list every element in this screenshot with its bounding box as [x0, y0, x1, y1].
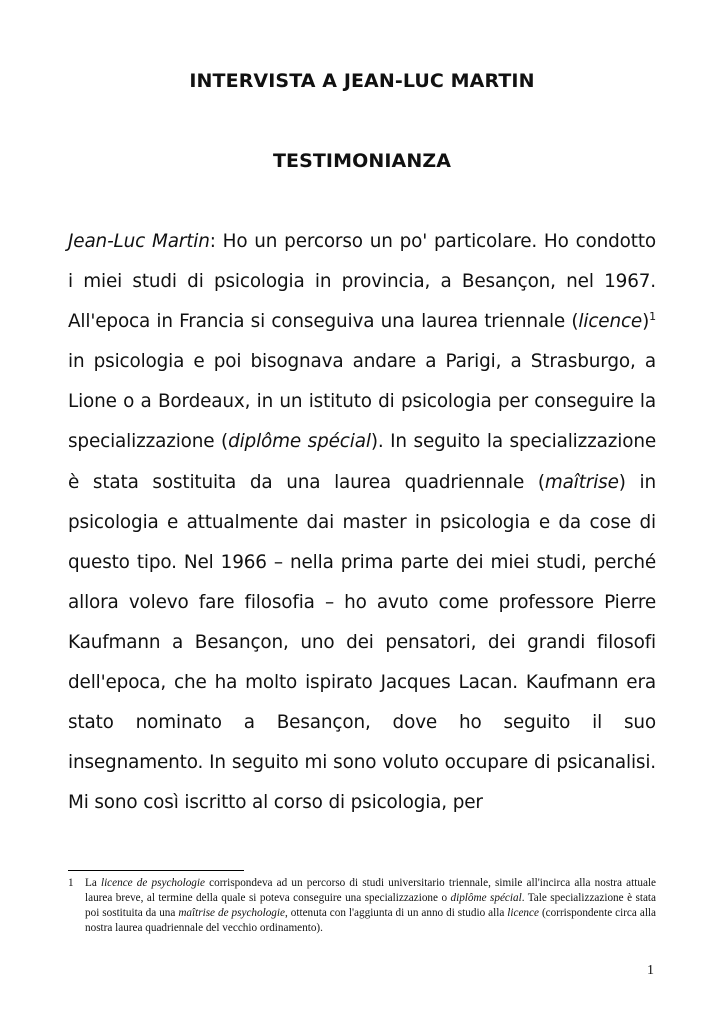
footnote-text: . Tale specializzazione è stata poi sostituita da una	[85, 892, 656, 920]
footnote-number: 1	[68, 877, 74, 889]
interview-paragraph	[68, 222, 656, 823]
footnote-text: La	[85, 877, 101, 889]
document-subtitle: TESTIMONIANZA	[272, 150, 452, 172]
footnote	[68, 876, 656, 936]
footnote-text: (corrispondente circa alla nostra laurea quadriennale del vecchio ordinamento).	[85, 907, 656, 935]
footnote-term: licence	[507, 907, 539, 920]
footnote-term: diplôme spécial	[450, 892, 522, 905]
footnote-reference[interactable]: 1	[649, 310, 656, 324]
footnote-body	[85, 876, 656, 936]
footnote-term: maîtrise de psychologie	[178, 907, 285, 920]
paragraph-text: ) in psicologia e attualmente dai master in psicologia e da cose di questo tipo. Nel 1966 – nella prima parte dei miei studi, perché allora volevo fare filosofia – ho avuto come professore Pierre Kaufmann a Besançon, uno dei pensatori, dei grandi filosofi dell'epoca, che ha molto ispirato Jacques Lacan. Kaufmann era stato nominato a Besançon, dove ho seguito il suo insegnamento. In seguito mi sono voluto occupare di psicanalisi. Mi sono così iscritto al corso di psicologia, per	[68, 471, 656, 814]
paragraph-text: in psicologia e poi bisognava andare a Parigi, a Strasburgo, a Lione o a Bordeaux, in un istituto di psicologia per conseguire la specializzazione (	[68, 351, 656, 453]
paragraph-text: ). In seguito la specializzazione è stata sostituita da una laurea quadriennale (	[68, 431, 656, 493]
page-number: 1	[647, 963, 654, 978]
term-diplome-special: diplôme spécial	[228, 431, 371, 453]
paragraph-text: )	[642, 311, 650, 333]
term-maitrise: maîtrise	[544, 471, 619, 493]
footnote-separator	[68, 870, 244, 871]
paragraph-text: : Ho un percorso un po' particolare. Ho condotto i miei studi di psicologia in provincia, a Besançon, nel 1967. All'epoca in Francia si conseguiva una laurea triennale (	[68, 231, 656, 333]
document-title: INTERVISTA A JEAN-LUC MARTIN	[189, 70, 535, 92]
footnote-text: , ottenuta con l'aggiunta di un anno di studio alla	[284, 907, 508, 920]
footnote-text: corrispondeva ad un percorso di studi universitario triennale, simile all'incirca alla nostra attuale laurea breve, al termine della quale si poteva conseguire una specializzazione o	[85, 877, 656, 905]
speaker-name: Jean-Luc Martin	[68, 231, 210, 252]
term-licence: licence	[578, 311, 643, 333]
footnote-term: licence de psychologie	[100, 877, 205, 889]
